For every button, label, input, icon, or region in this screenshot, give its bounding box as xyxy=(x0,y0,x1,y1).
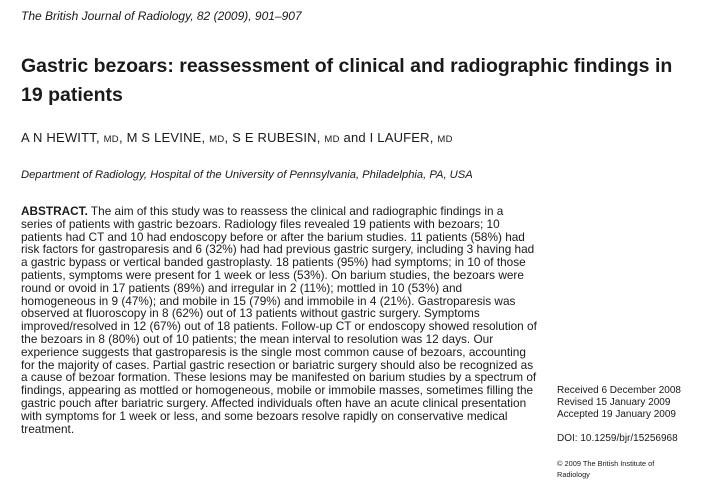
abstract xyxy=(21,205,537,435)
author-degree: MD xyxy=(103,134,119,145)
author-name: A N HEWITT xyxy=(21,130,96,145)
author-degree: MD xyxy=(437,134,453,145)
abstract-text: The aim of this study was to reassess the clinical and radiographic findings in a series of patients with gastric bezoars. Radiology files revealed 19 patients with bezoars; 10 patients had CT and 10 had endoscopy before or after the barium studies. 11 patients (58%) had risk factors for gastroparesis and 6 (32%) had had previous gastric surgery, including 3 having had a gastric bypass or vertical banded gastroplasty. 18 patients (95%) had symptoms; in 10 of those patients, symptoms were present for 1 week or less (53%). On barium studies, the bezoars were round or ovoid in 17 patients (89%) and irregular in 2 (11%); mottled in 10 (53%) and homogeneous in 9 (47%); and mobile in 15 (79%) and immobile in 4 (21%). Gastroparesis was observed at fluoroscopy in 8 (62%) out of 13 patients without gastric surgery. Symptoms improved/resolved in 12 (67%) out of 18 patients. Follow-up CT or endoscopy showed resolution of the bezoars in 8 (80%) out of 10 patients; the mean interval to resolution was 12 days. Our experience suggests that gastroparesis is the single most common cause of bezoars, accounting for the majority of cases. Partial gastric resection or bariatric surgery should also be recognized as a cause of bezoar formation. These lesions may be manifested on barium studies by a spectrum of findings, appearing as mottled or homogeneous, mobile or immobile masses, sometimes filling the gastric pouch after bariatric surgery. Affected individuals often have an acute clinical presentation with symptoms for 1 week or less, and some bezoars resolve rapidly on conservative medical treatment. xyxy=(21,204,537,436)
article-dates xyxy=(557,385,697,422)
article-title: Gastric bezoars: reassessment of clinical and radiographic findings in 19 patients xyxy=(21,55,673,106)
author-name: I LAUFER xyxy=(369,130,430,145)
revised-date: Revised 15 January 2009 xyxy=(557,397,671,409)
journal-volume: 82 xyxy=(196,9,211,23)
abstract-label: ABSTRACT. xyxy=(21,204,88,218)
author-degree: MD xyxy=(324,134,340,145)
accepted-date: Accepted 19 January 2009 xyxy=(557,409,676,421)
affiliation: Department of Radiology, Hospital of the University of Pennsylvania, Philadelphia, PA, USA xyxy=(21,169,473,181)
author-separator: and xyxy=(339,130,370,145)
journal-citation xyxy=(21,9,302,23)
author-name: M S LEVINE xyxy=(126,130,202,145)
author-separator: , xyxy=(118,130,127,145)
journal-year-pages: (2009), 901–907 xyxy=(213,9,302,23)
copyright: © 2009 The British Institute of Radiology xyxy=(557,459,655,479)
author-separator: , xyxy=(224,130,233,145)
author-degree: MD xyxy=(209,134,225,145)
author-list: A N HEWITT, MD, M S LEVINE, MD, S E RUBESIN, MD and I LAUFER, MD xyxy=(21,130,453,145)
journal-name: The British Journal of Radiology, xyxy=(21,9,194,23)
author-name: S E RUBESIN xyxy=(232,130,317,145)
received-date: Received 6 December 2008 xyxy=(557,385,681,396)
doi: DOI: 10.1259/bjr/15256968 xyxy=(557,433,678,444)
